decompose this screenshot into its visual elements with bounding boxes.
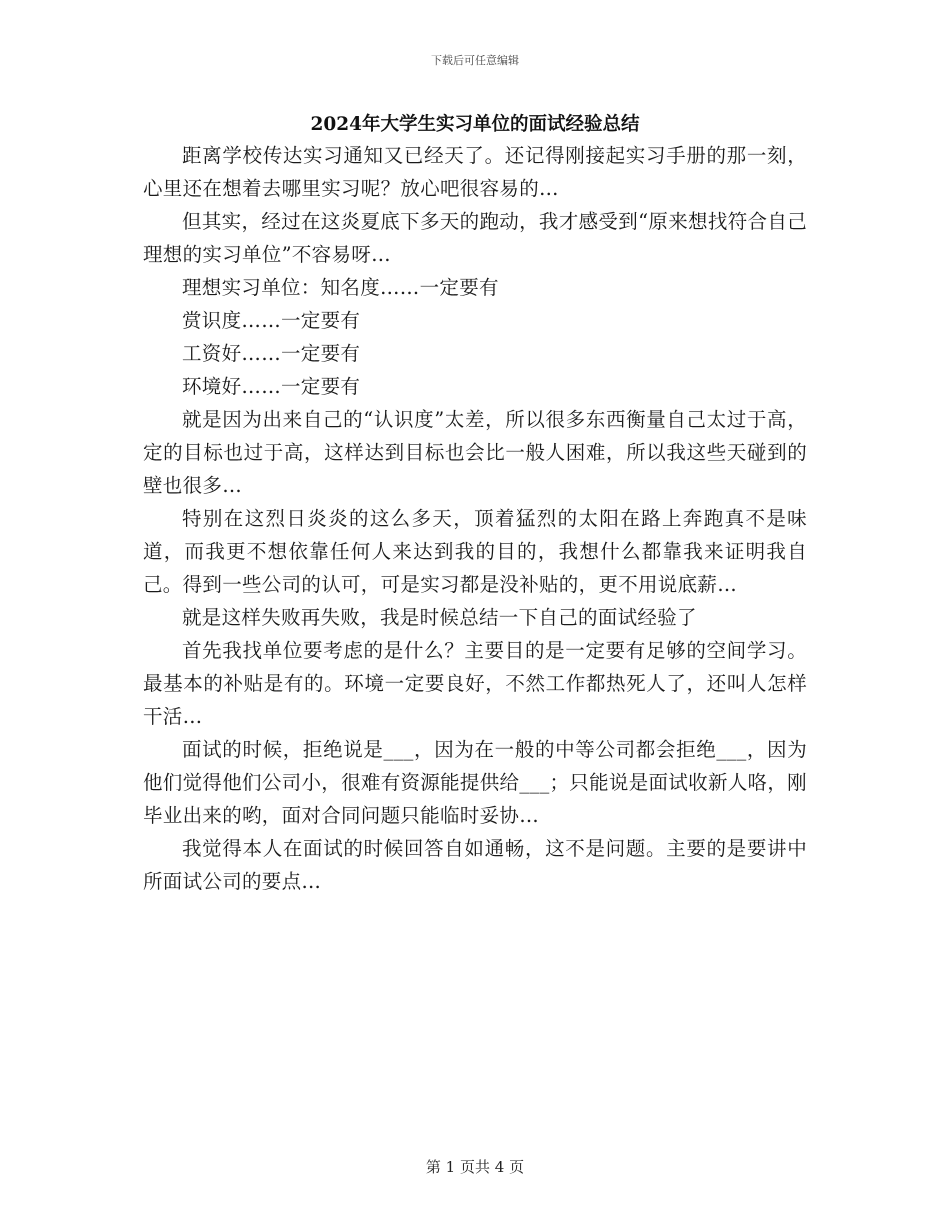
paragraph: 特别在这烈日炎炎的这么多天，顶着猛烈的太阳在路上奔跑真不是味道，而我更不想依靠任何人来达到我的目的，我想什么都靠我来证明我自己。得到一些公司的认可，可是实习都是没补贴的，更不用说底薪… <box>143 507 807 596</box>
paragraph: 距离学校传达实习通知又已经天了。还记得刚接起实习手册的那一刻，心里还在想着去哪里实习呢？放心吧很容易的… <box>143 144 807 200</box>
paragraph: 就是因为出来自己的“认识度”太差，所以很多东西衡量自己太过于高，定的目标也过于高，这样达到目标也会比一般人困难，所以我这些天碰到的壁也很多… <box>143 408 807 497</box>
paragraph: 我觉得本人在面试的时候回答自如通畅，这不是问题。主要的是要讲中所面试公司的要点… <box>143 837 807 893</box>
paragraph: 理想实习单位：知名度……一定要有 <box>182 276 499 299</box>
page-number: 第 1 页共 4 页 <box>425 1158 525 1176</box>
document-title: 2024年大学生实习单位的面试经验总结 <box>310 114 640 135</box>
document-body <box>143 139 807 898</box>
page-header-note: 下载后可任意编辑 <box>431 54 519 67</box>
paragraph: 首先我找单位要考虑的是什么？主要目的是一定要有足够的空间学习。最基本的补贴是有的。环境一定要良好，不然工作都热死人了，还叫人怎样干活… <box>143 639 807 728</box>
paragraph: 环境好……一定要有 <box>182 375 361 398</box>
paragraph: 就是这样失败再失败，我是时候总结一下自己的面试经验了 <box>182 606 697 629</box>
paragraph: 赏识度……一定要有 <box>182 309 361 332</box>
paragraph: 但其实，经过在这炎夏底下多天的跑动，我才感受到“原来想找符合自己理想的实习单位”不容易呀… <box>143 210 807 266</box>
paragraph: 工资好……一定要有 <box>182 342 361 365</box>
paragraph: 面试的时候，拒绝说是___，因为在一般的中等公司都会拒绝___，因为他们觉得他们公司小，很难有资源能提供给___；只能说是面试收新人咯，刚毕业出来的哟，面对合同问题只能临时妥协… <box>143 738 807 827</box>
